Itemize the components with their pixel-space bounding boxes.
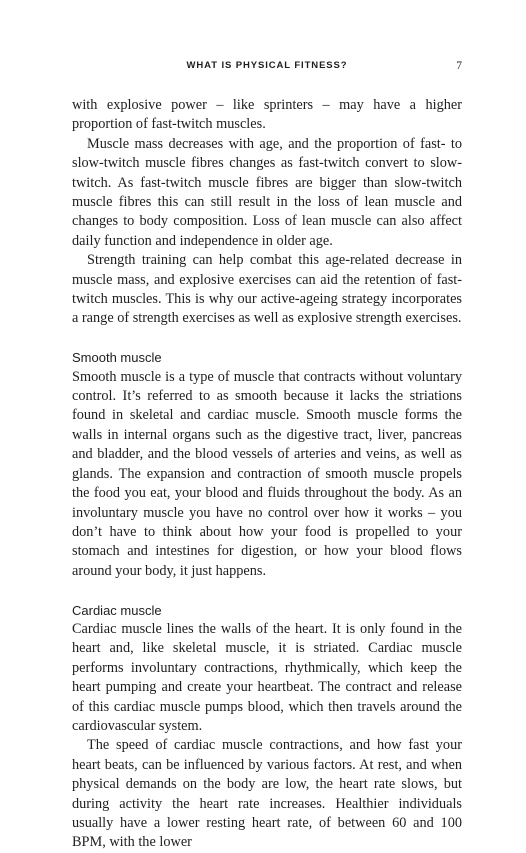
page-body [72,96,462,853]
paragraph-cardiac-muscle: Cardiac muscle lines the walls of the heart. It is only found in the heart and, like skeletal muscle, it is striated. Cardiac muscle performs involuntary contractions, rhythmically, which keep the heart pumping and create your heartbeat. The contract and release of this cardiac muscle pumps blood, which then travels around the cardiovascular system. [72,620,462,734]
section-heading-smooth-muscle: Smooth muscle [72,350,162,366]
paragraph-muscle-mass-age: Muscle mass decreases with age, and the proportion of fast- to slow-twitch muscle fibres changes as fast-twitch convert to slow-twitch. As fast-twitch muscle fibres are bigger than slow-twitch muscle fibres this can still result in the loss of lean muscle and changes to body composition. Loss of lean muscle can also affect daily function and independence in older age. [72,135,462,249]
paragraph-heart-rate: The speed of cardiac muscle contractions, and how fast your heart beats, can be influenced by various factors. At rest, and when physical demands on the body are low, the heart rate slows, but during activity the heart rate increases. Healthier individuals usually have a lower resting heart rate, of between 60 and 100 BPM, with the lower [72,737,462,851]
paragraph-fast-twitch-continued: with explosive power – like sprinters – may have a higher proportion of fast-twitch muscles. [72,97,462,133]
page-number: 7 [456,60,462,72]
paragraph-strength-training: Strength training can help combat this age-related decrease in muscle mass, and explosive exercises can aid the retention of fast-twitch muscles. This is why our active-ageing strategy incorporates a range of strength exercises as well as explosive strength exercises. [72,252,462,327]
page-header [72,59,462,73]
running-head: WHAT IS PHYSICAL FITNESS? [186,60,348,71]
section-heading-cardiac-muscle: Cardiac muscle [72,602,162,618]
paragraph-smooth-muscle: Smooth muscle is a type of muscle that contracts without voluntary control. It’s referred to as smooth because it lacks the striations found in skeletal and cardiac muscle. Smooth muscle forms the walls in internal organs such as the digestive tract, liver, pancreas and bladder, and the blood vessels of arteries and veins, as well as glands. The expansion and contraction of smooth muscle propels the food you eat, your blood and fluids throughout the body. As an involuntary muscle you have no control over how it works – you don’t have to think about how your food is propelled to your stomach and intestines for digestion, or how your blood flows around your body, it just happens. [72,368,462,579]
